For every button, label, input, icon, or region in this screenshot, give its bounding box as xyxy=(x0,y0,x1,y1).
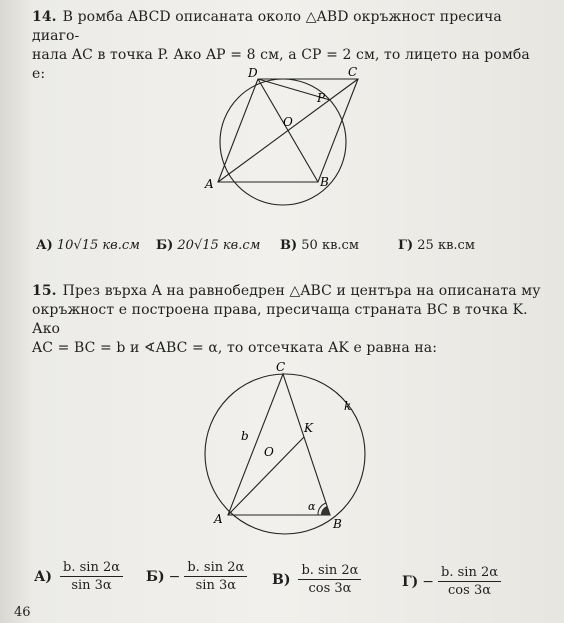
label-o: O xyxy=(283,115,293,129)
problem-15-text xyxy=(32,282,542,358)
circumcircle-k xyxy=(205,374,365,534)
answer-15-b-sign: − xyxy=(168,568,181,585)
answer-14-b-letter: Б) xyxy=(156,238,174,253)
answer-14-d-letter: Г) xyxy=(398,238,414,253)
problem-14-line-1 xyxy=(32,8,542,46)
answer-15-d[interactable] xyxy=(402,565,501,598)
page-number: 46 xyxy=(14,605,31,620)
answer-15-d-letter: Г) xyxy=(402,573,419,590)
answer-14-a-letter: А) xyxy=(36,238,53,253)
problem-15-line-1 xyxy=(32,282,542,301)
answer-15-c-fraction xyxy=(298,563,361,596)
answer-14-d[interactable] xyxy=(398,238,475,253)
problem-14-line-2: нала AC в точка P. Ако AP = 8 см, а CP = 2 см, то лицето на ромба xyxy=(32,47,530,63)
answer-15-a-denominator: sin 3α xyxy=(71,578,112,593)
answer-14-c[interactable] xyxy=(280,238,359,253)
problem-14-diagram xyxy=(200,62,370,212)
problem-15-diagram xyxy=(200,360,370,540)
answer-14-a-text: 10√15 кв.см xyxy=(56,238,140,253)
answer-15-d-denominator: cos 3α xyxy=(448,583,491,598)
answer-14-c-text: 50 кв.см xyxy=(301,238,359,253)
answer-15-c-denominator: cos 3α xyxy=(308,581,352,596)
label-d: D xyxy=(248,66,258,80)
label-a: A xyxy=(205,177,214,191)
label-b-side: b xyxy=(241,429,249,443)
problem-14-number: 14. xyxy=(32,9,57,25)
label-k-point: K xyxy=(304,421,313,435)
answer-15-a-letter: А) xyxy=(34,568,53,585)
problem-15-line-2: окръжност е построена права, пресичаща страната BC в точка K. Ако xyxy=(32,302,528,337)
answer-15-d-fraction xyxy=(438,565,501,598)
problem-15-number: 15. xyxy=(32,283,57,299)
label-p: P xyxy=(317,91,326,105)
answer-15-a-numerator: b. sin 2α xyxy=(60,560,123,577)
problem-15-line-3: AC = BC = b и ∢ABC = α, то отсечката AK е равна на: xyxy=(32,340,438,356)
answer-15-b[interactable] xyxy=(146,560,247,593)
label-c: C xyxy=(348,65,358,79)
answer-15-c-numerator: b. sin 2α xyxy=(298,563,361,580)
answer-15-d-numerator: b. sin 2α xyxy=(438,565,501,582)
label-a15: A xyxy=(214,512,223,526)
label-b: B xyxy=(320,175,329,189)
problem-15-line-1-text: През върха A на равнобедрен △ABC и центъра на описаната му xyxy=(62,283,541,299)
segment-db xyxy=(258,79,318,182)
answer-14-b-text: 20√15 кв.см xyxy=(177,238,261,253)
label-k-circle: k xyxy=(344,399,352,413)
answer-15-d-sign: − xyxy=(422,573,435,590)
label-o15: O xyxy=(264,445,274,459)
problem-14-line-1-text: В ромба ABCD описаната около △ABD окръжност пресича диаго- xyxy=(32,9,502,44)
answer-15-b-denominator: sin 3α xyxy=(195,578,237,593)
label-c15: C xyxy=(276,360,286,374)
problem-14-line-3: е: xyxy=(32,66,46,82)
answer-15-c[interactable] xyxy=(272,563,361,596)
answer-15-c-letter: В) xyxy=(272,571,291,588)
answer-15-b-fraction xyxy=(184,560,247,593)
label-b15: B xyxy=(333,517,342,531)
answer-15-a[interactable] xyxy=(34,560,123,593)
answer-14-d-text: 25 кв.см xyxy=(417,238,475,253)
triangle-abc xyxy=(228,374,330,515)
answer-14-c-letter: В) xyxy=(280,238,298,253)
answer-15-b-letter: Б) xyxy=(146,568,165,585)
label-alpha: α xyxy=(308,500,316,513)
answer-14-a[interactable] xyxy=(36,238,140,253)
problem-14-answers xyxy=(36,238,536,256)
answer-15-a-fraction xyxy=(60,560,123,593)
answer-15-b-numerator: b. sin 2α xyxy=(184,560,247,577)
answer-14-b[interactable] xyxy=(156,238,260,253)
